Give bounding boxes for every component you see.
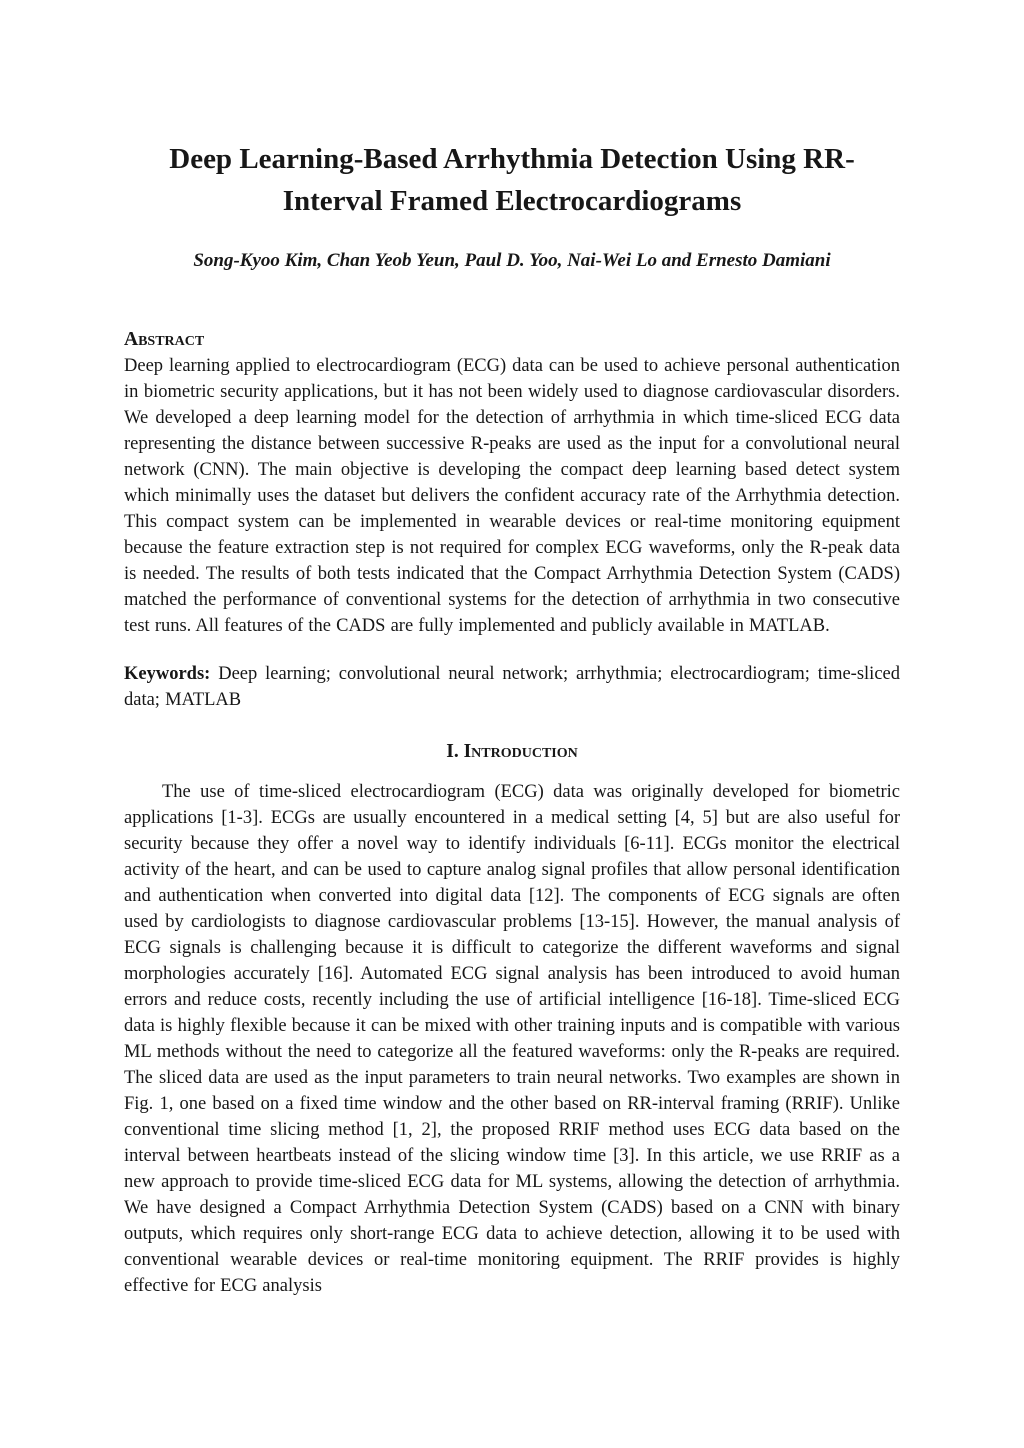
section-heading-introduction: I. Introduction	[446, 741, 578, 762]
paper-title-line-1: Deep Learning-Based Arrhythmia Detection Using RR-	[169, 143, 855, 175]
introduction-text: The use of time-sliced electrocardiogram (ECG) data was originally developed for biometric applications [1-3]. ECGs are usually encountered in a medical setting [4, 5] but are also useful for security because they offer a novel way to identify individuals [6-11]. ECGs monitor the electrical activity of the heart, and can be used to capture analog signal profiles that allow personal identification and authentication when converted into digital data [12]. The components of ECG signals are often used by cardiologists to diagnose cardiovascular problems [13-15]. However, the manual analysis of ECG signals is challenging because it is difficult to categorize the different waveforms and signal morphologies accurately [16]. Automated ECG signal analysis has been introduced to avoid human errors and reduce costs, recently including the use of artificial intelligence [16-18]. Time-sliced ECG data is highly flexible because it can be mixed with other training inputs and is compatible with various ML methods without the need to categorize all the featured waveforms: only the R-peaks are required. The sliced data are used as the input parameters to train neural networks. Two examples are shown in Fig. 1, one based on a fixed time window and the other based on RR-interval framing (RRIF). Unlike conventional time slicing method [1, 2], the proposed RRIF method uses ECG data based on the interval between heartbeats instead of the slicing window time [3]. In this article, we use RRIF as a new approach to provide time-sliced ECG data for ML systems, allowing the detection of arrhythmia. We have designed a Compact Arrhythmia Detection System (CADS) based on a CNN with binary outputs, which requires only short-range ECG data to achieve detection, allowing it to be used with conventional wearable devices or real-time monitoring equipment. The RRIF provides is highly effective for ECG analysis	[124, 782, 900, 1296]
authors-line: Song-Kyoo Kim, Chan Yeob Yeun, Paul D. Yoo, Nai-Wei Lo and Ernesto Damiani	[193, 250, 831, 271]
paper-title	[124, 138, 900, 222]
paper-title-line-2: Interval Framed Electrocardiograms	[282, 185, 742, 217]
abstract-text: Deep learning applied to electrocardiogram (ECG) data can be used to achieve personal authentication in biometric security applications, but it has not been widely used to diagnose cardiovascular disorders. We developed a deep learning model for the detection of arrhythmia in which time-sliced ECG data representing the distance between successive R-peaks are used as the input for a convolutional neural network (CNN). The main objective is developing the compact deep learning based detect system which minimally uses the dataset but delivers the confident accuracy rate of the Arrhythmia detection. This compact system can be implemented in wearable devices or real-time monitoring equipment because the feature extraction step is not required for complex ECG waveforms, only the R-peak data is needed. The results of both tests indicated that the Compact Arrhythmia Detection System (CADS) matched the performance of conventional systems for the detection of arrhythmia in two consecutive test runs. All features of the CADS are fully implemented and publicly available in MATLAB.	[124, 356, 900, 636]
abstract-heading: Abstract	[124, 329, 205, 350]
keywords-label: Keywords:	[124, 664, 211, 684]
keywords-line	[124, 661, 900, 713]
page-content	[124, 0, 900, 1299]
keywords-text: Deep learning; convolutional neural network; arrhythmia; electrocardiogram; time-sliced data; MATLAB	[124, 664, 900, 710]
